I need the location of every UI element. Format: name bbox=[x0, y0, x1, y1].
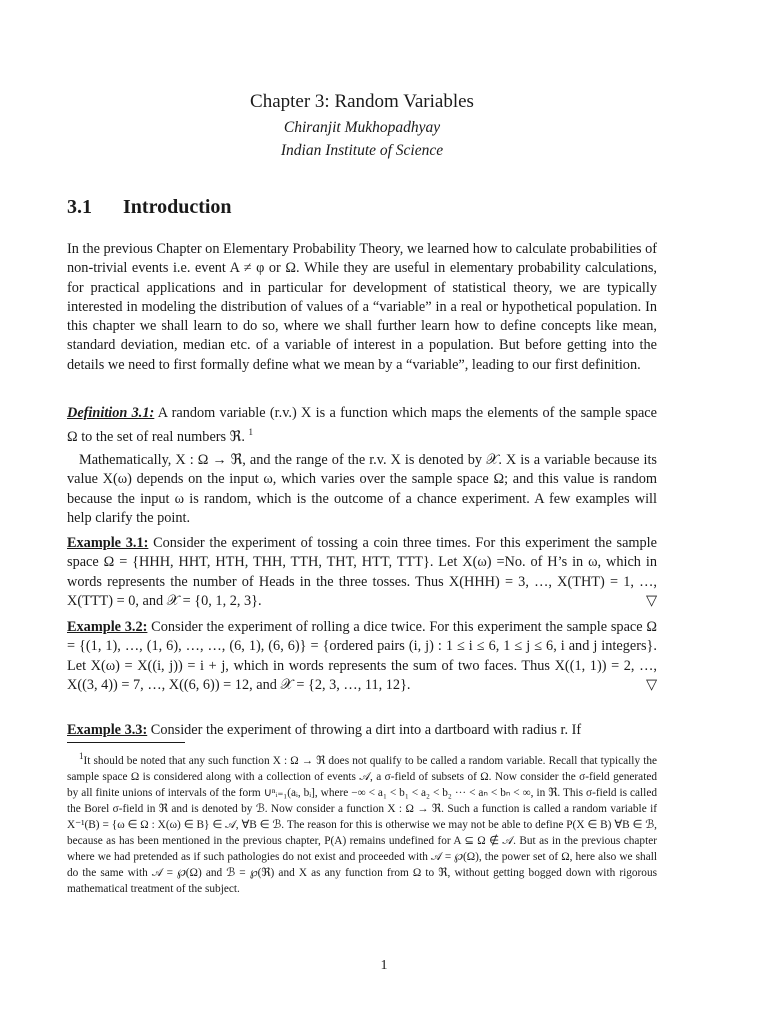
paper-page bbox=[67, 88, 658, 738]
example-3-label: Example 3.3: bbox=[67, 722, 148, 738]
section-heading bbox=[67, 196, 232, 219]
page-number: 1 bbox=[380, 958, 388, 973]
example-1-text: Consider the experiment of tossing a coin three times. For this experiment the sample space Ω = {HHH, HHT, HTH, THH, TTH, THT, HTT, TTT}. Let X(ω) =No. of H’s in ω, which in words represents the number of Heads in the three tosses. Thus X(HHH) = 3, …, X(THT) = 1, …, X(TTT) = 0, and 𝒳 = {0, 1, 2, 3}. bbox=[67, 535, 658, 609]
math-paragraph: Mathematically, X : Ω → ℜ, and the range of the r.v. X is denoted by 𝒳. X is a variable because its value X(ω) depends on the input ω, which varies over the sample space Ω; and this value is random because the input ω is random, which is the outcome of a chance experiment. A few examples will help clarify the point. bbox=[67, 452, 657, 526]
definition-label: Definition 3.1: bbox=[67, 405, 155, 421]
definition-block bbox=[67, 404, 657, 447]
example-1 bbox=[67, 534, 657, 611]
footnote-divider bbox=[67, 742, 185, 743]
example-3-text: Consider the experiment of throwing a dirt into a dartboard with radius r. If bbox=[147, 722, 582, 738]
example-2 bbox=[67, 618, 657, 695]
section-number: 3.1 bbox=[67, 196, 92, 218]
author-name: Chiranjit Mukhopadhyay bbox=[283, 119, 441, 136]
footnote-mark: 1 bbox=[79, 751, 84, 761]
footnote-text: It should be noted that any such function X : Ω → ℜ does not qualify to be called a random variable. Recall that typically the sample space Ω is considered along with a collection of events 𝒜, a σ-field of subsets of Ω. Now consider the σ-field generated by all finite unions of intervals of the form ∪ⁿᵢ₌₁(aᵢ, bᵢ], where −∞ < a₁ < b₁ < a₂ < b₂ ··· < aₙ < bₙ < ∞, in ℜ. This σ-field is called the Borel σ-field in ℜ and is denoted by ℬ. Now consider a function X : Ω → ℜ. Such a function is called a random variable if X⁻¹(B) = {ω ∈ Ω : X(ω) ∈ B} ∈ 𝒜, ∀B ∈ ℬ. The reason for this is otherwise we may not be able to define P(X ∈ B) ∀B ∈ ℬ, because as has been mentioned in the previous chapter, P(A) remains undefined for A ⊆ Ω ∉ 𝒜. But as in the previous chapter where we had pretended as if such pathologies do not exist and proceeded with 𝒜 = ℘(Ω), the power set of Ω, here also we shall do the same with 𝒜 = ℘(Ω) and ℬ = ℘(ℜ) and X as any function from Ω to ℜ, without getting bogged down with rigorous mathematical treatment of the subject. bbox=[67, 754, 657, 895]
example-2-text: Consider the experiment of rolling a dice twice. For this experiment the sample space Ω = {(1, 1), …, (1, 6), …, …, (6, 1), (6, 6)} = {ordered pairs (i, j) : 1 ≤ i ≤ 6, 1 ≤ j ≤ 6, i and j integers}. Let X(ω) = X((i, j)) = i + j, which in words represents the sum of two faces. Thus X((1, 1)) = 2, …, X((3, 4)) = 7, …, X((6, 6)) = 12, and 𝒳 = {2, 3, …, 11, 12}. bbox=[67, 619, 657, 693]
example-1-label: Example 3.1: bbox=[67, 535, 149, 551]
intro-paragraph: In the previous Chapter on Elementary Probability Theory, we learned how to calculate probabilities of non-trivial events i.e. event A ≠ φ or Ω. While they are useful in elementary probability calculations, for practical applications and in particular for development of statistical theory, we are typically interested in modeling the distribution of values of a “variable” in a real or hypothetical population. In this chapter we shall learn to do so, where we shall further learn how to define concepts like mean, standard deviation, median etc. of a variable of interest in a population. But before getting into the details we need to first formally define what we mean by a “variable”, leading to our first definition. bbox=[67, 241, 657, 373]
definition-text: A random variable (r.v.) X is a function which maps the elements of the sample space Ω to the set of real numbers ℜ. bbox=[67, 405, 657, 446]
end-of-example-icon: ▽ bbox=[646, 592, 657, 609]
example-2-label: Example 3.2: bbox=[67, 619, 148, 635]
end-of-example-icon: ▽ bbox=[646, 676, 657, 693]
section-title: Introduction bbox=[123, 196, 232, 218]
footnote-ref[interactable]: 1 bbox=[248, 427, 253, 438]
chapter-title: Chapter 3: Random Variables bbox=[250, 91, 474, 112]
author-affiliation: Indian Institute of Science bbox=[280, 142, 444, 159]
footnote bbox=[67, 748, 657, 897]
example-3 bbox=[67, 721, 657, 740]
